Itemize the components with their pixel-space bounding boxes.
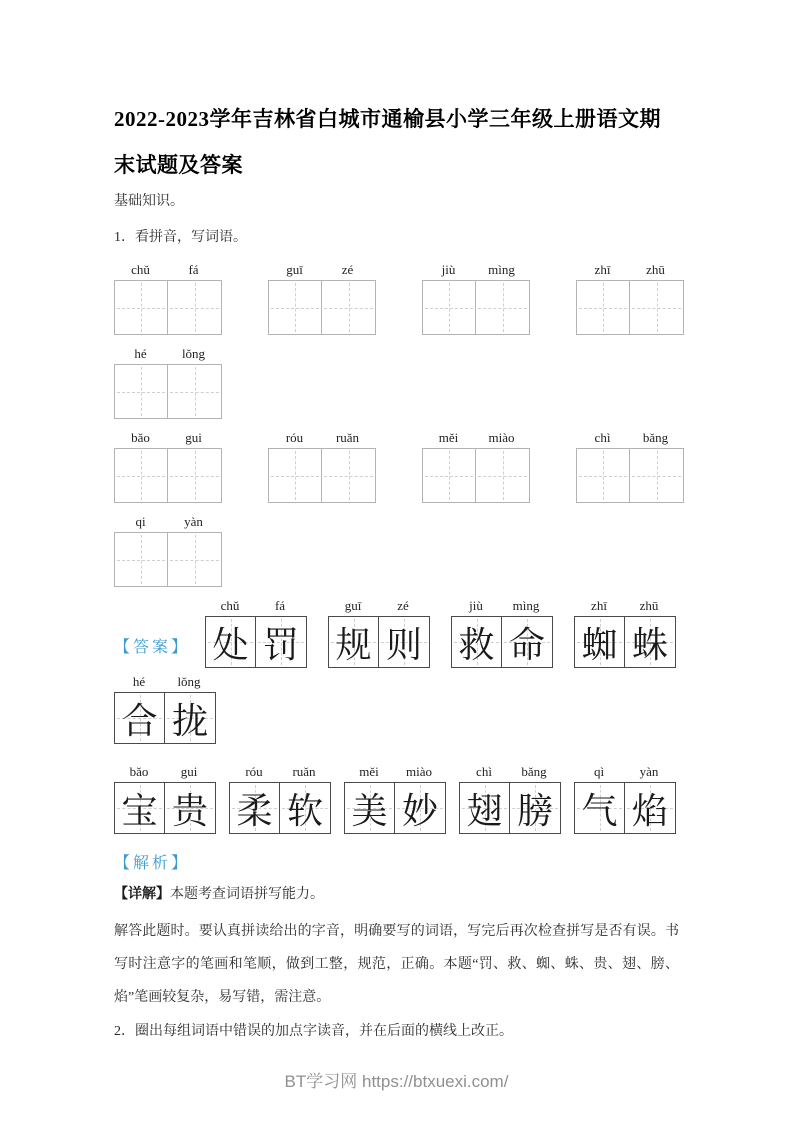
writing-cells xyxy=(422,448,530,503)
pinyin-label: zhū xyxy=(639,598,659,613)
pinyin-grid-row-2 xyxy=(114,346,679,419)
page-title: 2022-2023学年吉林省白城市通榆县小学三年级上册语文期末试题及答案 xyxy=(114,107,661,177)
writing-cell xyxy=(630,281,683,334)
answer-cell xyxy=(575,783,625,833)
answer-grid-group xyxy=(344,764,446,834)
writing-grid-group xyxy=(576,430,684,503)
pinyin-label: fá xyxy=(188,262,199,277)
writing-cell xyxy=(115,449,168,502)
pinyin-row xyxy=(344,764,446,782)
writing-grid-group xyxy=(114,262,222,335)
writing-cell xyxy=(630,449,683,502)
question-2: 2．圈出每组词语中错误的加点字读音，并在后面的横线上改正。 xyxy=(114,1024,513,1039)
writing-cell xyxy=(423,449,476,502)
pinyin-label: zé xyxy=(341,262,354,277)
answer-cell xyxy=(452,617,502,667)
writing-cells xyxy=(268,448,376,503)
answer-cell xyxy=(625,783,675,833)
analysis-paragraph: 解答此题时。要认真拼读给出的字音，明确要写的词语，写完后再次检查拼写是否有误。书写时注意字的笔画和笔顺，做到工整，规范，正确。本题“罚、救、蜘、蛛、贵、翅、膀、焰”笔画较复杂，易写错，需注意。 xyxy=(114,924,679,1005)
writing-cells xyxy=(114,448,222,503)
pinyin-row xyxy=(114,674,216,692)
pinyin-label: qi xyxy=(135,514,146,529)
answer-character: 处 xyxy=(212,624,249,666)
writing-grid-group xyxy=(114,514,222,587)
writing-grid-group xyxy=(114,430,222,503)
writing-cells xyxy=(576,448,684,503)
pinyin-row xyxy=(114,514,222,532)
answer-grid-group xyxy=(328,598,430,668)
pinyin-label: hé xyxy=(134,346,147,361)
answer-grid-group xyxy=(574,764,676,834)
pinyin-label: bǎo xyxy=(131,430,150,445)
answer-cell xyxy=(165,693,215,743)
answer-character: 则 xyxy=(385,624,422,666)
answer-character: 气 xyxy=(581,790,618,832)
answer-grid-group xyxy=(451,598,553,668)
section-intro: 基础知识。 xyxy=(114,194,184,209)
writing-cell xyxy=(423,281,476,334)
pinyin-label: róu xyxy=(285,430,304,445)
answer-cell xyxy=(575,617,625,667)
writing-cells xyxy=(114,280,222,335)
answer-character: 贵 xyxy=(171,790,208,832)
analysis-label-text: 【解析】 xyxy=(114,855,191,872)
detail-label: 【详解】 xyxy=(114,887,170,902)
answer-cell xyxy=(115,783,165,833)
pinyin-label: jiù xyxy=(469,598,483,613)
answer-grid-group xyxy=(229,764,331,834)
answer-character: 焰 xyxy=(631,790,668,832)
answer-grid-group xyxy=(114,674,216,744)
writing-cell xyxy=(115,281,168,334)
pinyin-label: ruǎn xyxy=(292,764,316,779)
writing-cells xyxy=(114,364,222,419)
answer-grid-row-3 xyxy=(114,764,679,834)
answer-cell xyxy=(502,617,552,667)
pinyin-row xyxy=(459,764,561,782)
pinyin-row xyxy=(574,598,676,616)
answer-block xyxy=(114,598,679,834)
writing-grid-group xyxy=(114,346,222,419)
analysis-label xyxy=(114,850,679,873)
writing-cell xyxy=(168,449,221,502)
writing-cell xyxy=(168,281,221,334)
pinyin-row xyxy=(422,262,530,280)
pinyin-label: guī xyxy=(286,262,303,277)
answer-character: 美 xyxy=(351,790,388,832)
pinyin-label: qì xyxy=(593,764,605,779)
writing-cell xyxy=(269,281,322,334)
answer-first-row xyxy=(114,598,679,674)
answer-cells xyxy=(114,692,216,744)
pinyin-label: zhī xyxy=(594,262,611,277)
answer-cells xyxy=(574,616,676,668)
pinyin-grid-row-4 xyxy=(114,514,679,587)
answer-cell xyxy=(395,783,445,833)
pinyin-row xyxy=(114,262,222,280)
pinyin-label: gui xyxy=(185,430,202,445)
pinyin-label: zhī xyxy=(591,598,607,613)
pinyin-label: zhū xyxy=(646,262,665,277)
answer-character: 蜘 xyxy=(581,624,618,666)
pinyin-row xyxy=(229,764,331,782)
writing-grid-group xyxy=(576,262,684,335)
answer-cell xyxy=(625,617,675,667)
writing-cell xyxy=(269,449,322,502)
writing-cells xyxy=(268,280,376,335)
pinyin-label: guī xyxy=(344,598,362,613)
answer-character: 拢 xyxy=(171,700,208,742)
answer-character: 膀 xyxy=(516,790,553,832)
answer-cells xyxy=(114,782,216,834)
answer-character: 规 xyxy=(335,624,372,666)
answer-cell xyxy=(329,617,379,667)
answer-cells xyxy=(328,616,430,668)
pinyin-label: zé xyxy=(397,598,409,613)
pinyin-label: miào xyxy=(488,430,515,445)
answer-label-text: 【答案】 xyxy=(114,638,191,656)
pinyin-label: yàn xyxy=(184,514,203,529)
answer-cell xyxy=(230,783,280,833)
answer-character: 翅 xyxy=(466,790,503,832)
pinyin-label: róu xyxy=(245,764,263,779)
pinyin-row xyxy=(114,764,216,782)
writing-cell xyxy=(476,449,529,502)
pinyin-label: měi xyxy=(359,764,379,779)
answer-grid-group xyxy=(114,764,216,834)
answer-grid-group xyxy=(574,598,676,668)
answer-cell xyxy=(379,617,429,667)
pinyin-label: mìng xyxy=(512,598,540,613)
pinyin-row xyxy=(205,598,307,616)
pinyin-label: jiù xyxy=(441,262,456,277)
answer-grid-group xyxy=(205,598,307,668)
answer-cells xyxy=(459,782,561,834)
writing-grid-group xyxy=(422,262,530,335)
pinyin-grid-row-3 xyxy=(114,430,679,503)
pinyin-label: fá xyxy=(274,598,286,613)
writing-cell xyxy=(322,281,375,334)
answer-cell xyxy=(165,783,215,833)
writing-grid-group xyxy=(268,430,376,503)
pinyin-row xyxy=(268,430,376,448)
pinyin-label: chì xyxy=(594,430,611,445)
pinyin-grid-row-1 xyxy=(114,262,679,335)
answer-character: 宝 xyxy=(121,790,158,832)
pinyin-row xyxy=(268,262,376,280)
writing-cells xyxy=(422,280,530,335)
answer-cell xyxy=(460,783,510,833)
answer-character: 蛛 xyxy=(631,624,668,666)
answer-cells xyxy=(574,782,676,834)
pinyin-label: bǎo xyxy=(129,764,149,779)
pinyin-label: chì xyxy=(476,764,492,779)
pinyin-row xyxy=(576,262,684,280)
answer-cell xyxy=(206,617,256,667)
answer-character: 软 xyxy=(286,790,323,832)
answer-cell xyxy=(280,783,330,833)
pinyin-row xyxy=(328,598,430,616)
pinyin-label: gui xyxy=(180,764,198,779)
answer-cell xyxy=(115,693,165,743)
writing-cell xyxy=(115,365,168,418)
writing-cell xyxy=(577,281,630,334)
pinyin-label: yàn xyxy=(639,764,659,779)
pinyin-label: hé xyxy=(132,674,146,689)
writing-cell xyxy=(115,533,168,586)
detail-line xyxy=(114,885,679,905)
answer-character: 命 xyxy=(508,624,545,666)
writing-cell xyxy=(577,449,630,502)
writing-cell xyxy=(168,533,221,586)
pinyin-label: měi xyxy=(438,430,459,445)
answer-character: 合 xyxy=(121,700,158,742)
writing-cell xyxy=(168,365,221,418)
pinyin-row xyxy=(574,764,676,782)
writing-grid-group xyxy=(422,430,530,503)
pinyin-row xyxy=(451,598,553,616)
pinyin-label: mìng xyxy=(488,262,515,277)
pinyin-label: ruǎn xyxy=(335,430,360,445)
answer-character: 罚 xyxy=(262,624,299,666)
writing-cell xyxy=(476,281,529,334)
pinyin-label: chǔ xyxy=(220,598,240,613)
answer-cells xyxy=(205,616,307,668)
footer-watermark: BT学习网 https://btxuexi.com/ xyxy=(284,1072,509,1091)
answer-grid-row-2 xyxy=(114,674,679,744)
writing-cells xyxy=(576,280,684,335)
question-1: 1．看拼音，写词语。 xyxy=(114,230,247,245)
answer-cell xyxy=(345,783,395,833)
answer-cells xyxy=(344,782,446,834)
answer-cell xyxy=(256,617,306,667)
pinyin-row xyxy=(576,430,684,448)
pinyin-label: chǔ xyxy=(131,262,150,277)
answer-grid-group xyxy=(459,764,561,834)
answer-character: 妙 xyxy=(401,790,438,832)
detail-text: 本题考查词语拼写能力。 xyxy=(170,887,324,902)
answer-character: 柔 xyxy=(236,790,273,832)
writing-grid-group xyxy=(268,262,376,335)
pinyin-row xyxy=(114,346,222,364)
answer-grid-row-1 xyxy=(205,598,676,668)
pinyin-label: bǎng xyxy=(642,430,669,445)
answer-cell xyxy=(510,783,560,833)
pinyin-label: lǒng xyxy=(181,346,206,361)
answer-label xyxy=(114,598,205,674)
writing-grids-empty xyxy=(114,262,679,587)
answer-cells xyxy=(451,616,553,668)
pinyin-row xyxy=(114,430,222,448)
writing-cells xyxy=(114,532,222,587)
pinyin-row xyxy=(422,430,530,448)
pinyin-label: bǎng xyxy=(521,764,547,779)
writing-cell xyxy=(322,449,375,502)
pinyin-label: lǒng xyxy=(177,674,201,689)
answer-character: 救 xyxy=(458,624,495,666)
pinyin-label: miào xyxy=(406,764,432,779)
answer-cells xyxy=(229,782,331,834)
